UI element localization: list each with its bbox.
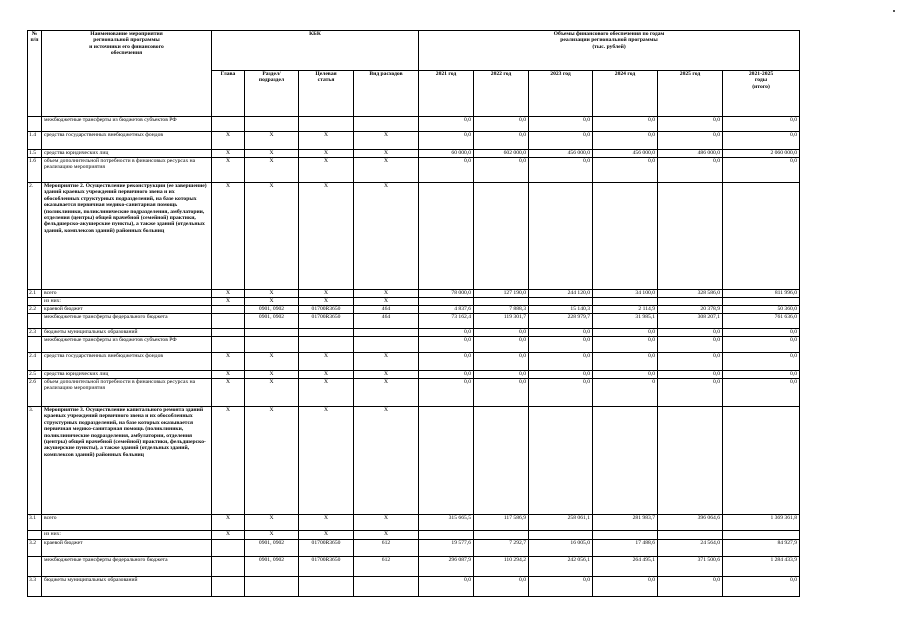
cell-2024: 0,0 [593,371,658,379]
row-name: межбюджетные трансферты из бюджетов субъектов РФ [42,117,212,132]
cell-glava: X [212,407,245,515]
cell-2025: 371 500,6 [658,557,723,577]
cell-statya: X [299,150,354,158]
row-number: 3. [28,407,42,515]
cell-razdel [245,329,299,337]
cell-2025: 0,0 [658,371,723,379]
header-kbk: КБК [212,31,419,71]
row-number: 1.4 [28,132,42,150]
table-row [28,290,800,298]
cell-total [723,298,800,306]
cell-2023: 0,0 [529,379,593,407]
cell-2022 [474,298,529,306]
header-glava: Глава [212,71,245,117]
cell-2022: 7 292,7 [474,540,529,557]
table-row [28,329,800,337]
cell-2023: 0,0 [529,337,593,353]
cell-2025: 396 064,6 [658,515,723,531]
header-razdel: Раздел/ подраздел [245,71,299,117]
scan-speck [893,10,895,12]
table-row [28,379,800,407]
cell-vid: X [354,132,419,150]
header-total: 2021-2025 годы (итого) [723,71,800,117]
cell-razdel: 0901, 0902 [245,540,299,557]
cell-2021: 73 162,4 [419,314,474,329]
cell-2024: 0,0 [593,158,658,183]
cell-2024: 34 100,0 [593,290,658,298]
row-number [28,117,42,132]
cell-total: 0,0 [723,379,800,407]
cell-2023: 244 120,0 [529,290,593,298]
row-number: 1.5 [28,150,42,158]
cell-2022: 110 294,2 [474,557,529,577]
table-row [28,557,800,577]
cell-glava: X [212,298,245,306]
cell-razdel: X [245,158,299,183]
cell-2024 [593,183,658,290]
table-row [28,150,800,158]
cell-2023: 228 979,7 [529,314,593,329]
cell-total [723,183,800,290]
row-name: краевой бюджет [42,306,212,314]
header-2021: 2021 год [419,71,474,117]
funding-table [27,30,800,597]
cell-2025 [658,407,723,515]
cell-razdel: X [245,183,299,290]
cell-razdel: X [245,515,299,531]
cell-2022: 0,0 [474,158,529,183]
cell-2023: 0,0 [529,353,593,371]
cell-vid: X [354,298,419,306]
cell-2022: 0,0 [474,329,529,337]
cell-2025: 20 378,9 [658,306,723,314]
row-name: бюджеты муниципальных образований [42,329,212,337]
cell-2021 [419,298,474,306]
cell-2021: 19 577,6 [419,540,474,557]
cell-razdel: X [245,290,299,298]
cell-2023: 0,0 [529,371,593,379]
cell-2021: 0,0 [419,117,474,132]
cell-vid [354,337,419,353]
cell-2024 [593,407,658,515]
cell-2022: 0,0 [474,337,529,353]
cell-total: 0,0 [723,329,800,337]
cell-razdel: X [245,298,299,306]
table-row [28,117,800,132]
funding-table-sheet [27,30,799,597]
row-name: всего [42,515,212,531]
row-number: 2.4 [28,353,42,371]
cell-statya [299,329,354,337]
row-name: межбюджетные трансферты из бюджетов субъектов РФ [42,337,212,353]
cell-vid [354,577,419,597]
cell-2024: 17 488,6 [593,540,658,557]
cell-total: 0,0 [723,117,800,132]
row-number [28,531,42,540]
cell-2021 [419,183,474,290]
cell-statya: X [299,407,354,515]
cell-2021: 0,0 [419,577,474,597]
cell-2025 [658,531,723,540]
cell-vid: X [354,183,419,290]
cell-2022: 0,0 [474,132,529,150]
cell-2025 [658,183,723,290]
table-row [28,540,800,557]
cell-2022: 602 000,0 [474,150,529,158]
cell-glava [212,557,245,577]
cell-razdel: X [245,132,299,150]
cell-razdel: X [245,150,299,158]
cell-vid: X [354,290,419,298]
table-row [28,158,800,183]
cell-total: 50 360,0 [723,306,800,314]
cell-2023: 258 061,1 [529,515,593,531]
cell-vid [354,329,419,337]
cell-glava [212,337,245,353]
row-name: объем дополнительной потребности в финансовых ресурсах на реализацию мероприятия [42,379,212,407]
cell-razdel [245,337,299,353]
cell-2025: 0,0 [658,379,723,407]
cell-glava [212,329,245,337]
table-row [28,577,800,597]
header-funding: Объемы финансового обеспечения по годам реализации региональной программы (тыс. рублей) [419,31,800,71]
cell-statya: 01700R3650 [299,557,354,577]
cell-2025: 328 586,0 [658,290,723,298]
cell-statya: X [299,298,354,306]
cell-2022: 0,0 [474,353,529,371]
cell-razdel [245,117,299,132]
row-name: Мероприятие 3. Осуществление капитального ремонта зданий краевых учреждений первичного звена и их обособленных структурных подразделений, на базе которых оказывается первичная медико-санитарная помощь (поликлиники, поликлинические подразделения, амбулатории, отделения (центры) общей врачебной (семейной) практики, фельдшерско-акушерские пункты), а также зданий (отдельных зданий, комплексов зданий) районных больниц [42,407,212,515]
cell-2023: 0,0 [529,117,593,132]
table-row [28,515,800,531]
cell-2025: 0,0 [658,117,723,132]
cell-total: 84 927,9 [723,540,800,557]
cell-statya: X [299,515,354,531]
cell-total: 2 060 000,0 [723,150,800,158]
cell-2022 [474,183,529,290]
table-row [28,132,800,150]
table-row [28,298,800,306]
row-number: 3.1 [28,515,42,531]
cell-2024 [593,298,658,306]
cell-2025: 308 207,1 [658,314,723,329]
row-number: 1.6 [28,158,42,183]
row-number: 2.2 [28,306,42,314]
cell-vid: X [354,353,419,371]
cell-2023: 0,0 [529,577,593,597]
cell-glava [212,117,245,132]
cell-2024: 0 [593,379,658,407]
cell-total: 0,0 [723,577,800,597]
cell-2023: 456 000,0 [529,150,593,158]
cell-glava: X [212,353,245,371]
cell-2023 [529,298,593,306]
cell-statya: X [299,183,354,290]
table-row [28,531,800,540]
cell-total: 0,0 [723,353,800,371]
cell-2024: 0,0 [593,132,658,150]
table-row [28,183,800,290]
row-name: средства юридических лиц [42,150,212,158]
table-row [28,337,800,353]
cell-total: 0,0 [723,337,800,353]
cell-vid: X [354,150,419,158]
cell-2021 [419,531,474,540]
header-2023: 2023 год [529,71,593,117]
row-name: средства юридических лиц [42,371,212,379]
row-number: 2.1 [28,290,42,298]
cell-statya [299,337,354,353]
cell-glava: X [212,132,245,150]
cell-2023 [529,183,593,290]
header-2024: 2024 год [593,71,658,117]
row-number: 2.5 [28,371,42,379]
header-2025: 2025 год [658,71,723,117]
header-statya: Целевая статья [299,71,354,117]
cell-2024: 0,0 [593,353,658,371]
cell-razdel: X [245,379,299,407]
cell-2025: 0,0 [658,132,723,150]
cell-2024: 0,0 [593,329,658,337]
cell-statya: 01700R3650 [299,314,354,329]
cell-2023 [529,407,593,515]
row-name: средства государственных внебюджетных фондов [42,353,212,371]
cell-2023: 16 005,0 [529,540,593,557]
cell-razdel: X [245,353,299,371]
cell-glava: X [212,150,245,158]
cell-total: 0,0 [723,371,800,379]
cell-2021: 60 000,0 [419,150,474,158]
cell-2021 [419,407,474,515]
header-vid: Вид расходов [354,71,419,117]
cell-statya: X [299,531,354,540]
cell-statya: X [299,371,354,379]
table-row [28,306,800,314]
cell-2023 [529,531,593,540]
cell-2025: 0,0 [658,337,723,353]
header-2022: 2022 год [474,71,529,117]
cell-razdel: X [245,407,299,515]
cell-2021: 296 087,9 [419,557,474,577]
row-number: 2.6 [28,379,42,407]
cell-2021: 0,0 [419,132,474,150]
row-name: межбюджетные трансферты федерального бюджета [42,557,212,577]
cell-vid: X [354,515,419,531]
cell-2022: 127 190,0 [474,290,529,298]
cell-vid: X [354,407,419,515]
cell-vid: 464 [354,314,419,329]
cell-vid: 612 [354,540,419,557]
cell-glava: X [212,290,245,298]
cell-glava: X [212,515,245,531]
table-row [28,371,800,379]
cell-glava: X [212,531,245,540]
row-number [28,298,42,306]
row-number [28,337,42,353]
row-number: 3.3 [28,577,42,597]
cell-2024 [593,531,658,540]
row-number: 2. [28,183,42,290]
cell-2025: 0,0 [658,577,723,597]
cell-2022: 0,0 [474,117,529,132]
cell-statya: X [299,158,354,183]
cell-2022: 119 301,7 [474,314,529,329]
row-number [28,314,42,329]
cell-2021: 4 837,6 [419,306,474,314]
cell-glava: X [212,158,245,183]
cell-glava: X [212,371,245,379]
cell-total: 811 996,0 [723,290,800,298]
cell-2024: 2 114,9 [593,306,658,314]
cell-2021: 0,0 [419,371,474,379]
cell-glava [212,306,245,314]
cell-razdel: X [245,371,299,379]
row-name: Мероприятие 2. Осуществление реконструкции (ее завершение) зданий краевых учреждений первичного звена и их обособленных структурных подразделений, на базе которых оказывается первичная медико-санитарная помощь (поликлиники, поликлинические подразделения, амбулатории, отделения (центры) общей врачебной (семейной) практики, фельдшерско-акушерские пункты), а также зданий (отдельных зданий, комплексов зданий) районных больниц [42,183,212,290]
cell-2024: 281 983,7 [593,515,658,531]
cell-2023: 15 140,3 [529,306,593,314]
row-number: 2.3 [28,329,42,337]
cell-vid: X [354,531,419,540]
row-number [28,557,42,577]
cell-2025: 0,0 [658,353,723,371]
cell-2022: 0,0 [474,371,529,379]
cell-total: 0,0 [723,132,800,150]
row-name: бюджеты муниципальных образований [42,577,212,597]
row-name: всего [42,290,212,298]
cell-statya: 01700R3650 [299,306,354,314]
cell-2025: 486 000,0 [658,150,723,158]
cell-2021: 0,0 [419,329,474,337]
cell-2022: 117 586,9 [474,515,529,531]
cell-glava: X [212,379,245,407]
cell-total: 761 636,0 [723,314,800,329]
table-row [28,353,800,371]
table-row [28,407,800,515]
row-number: 3.2 [28,540,42,557]
row-name: объем дополнительной потребности в финансовых ресурсах на реализацию мероприятия [42,158,212,183]
cell-vid: 464 [354,306,419,314]
row-name: из них: [42,298,212,306]
cell-2023: 0,0 [529,132,593,150]
cell-razdel: 0901, 0902 [245,314,299,329]
table-row [28,314,800,329]
row-name: средства государственных внебюджетных фондов [42,132,212,150]
cell-statya [299,117,354,132]
cell-vid: X [354,379,419,407]
cell-2025: 24 564,0 [658,540,723,557]
cell-2024: 31 985,1 [593,314,658,329]
cell-vid: 612 [354,557,419,577]
cell-2022: 0,0 [474,577,529,597]
cell-vid [354,117,419,132]
cell-2021: 78 000,0 [419,290,474,298]
cell-vid: X [354,158,419,183]
cell-2024: 264 495,1 [593,557,658,577]
cell-2022: 0,0 [474,379,529,407]
cell-razdel: X [245,531,299,540]
cell-statya: X [299,353,354,371]
cell-2025 [658,298,723,306]
cell-razdel: 0901, 0902 [245,306,299,314]
cell-2022: 7 888,3 [474,306,529,314]
cell-glava [212,540,245,557]
cell-2025: 0,0 [658,329,723,337]
cell-total: 1 369 361,8 [723,515,800,531]
cell-razdel [245,577,299,597]
cell-glava [212,577,245,597]
cell-2024: 0,0 [593,117,658,132]
cell-2021: 0,0 [419,353,474,371]
cell-2023: 0,0 [529,329,593,337]
cell-2024: 456 000,0 [593,150,658,158]
cell-statya: X [299,290,354,298]
cell-total [723,531,800,540]
cell-total: 0,0 [723,158,800,183]
header-row-top [28,31,800,71]
cell-2023: 0,0 [529,158,593,183]
cell-total: 1 284 433,9 [723,557,800,577]
cell-glava [212,314,245,329]
cell-razdel: 0901, 0902 [245,557,299,577]
row-name: межбюджетные трансферты федерального бюджета [42,314,212,329]
cell-total [723,407,800,515]
cell-2025: 0,0 [658,158,723,183]
cell-2022 [474,531,529,540]
cell-statya: X [299,379,354,407]
cell-2024: 0,0 [593,337,658,353]
header-name: Наименование мероприятия региональной программы и источники его финансового обеспечения [42,31,212,117]
row-name: из них: [42,531,212,540]
row-name: краевой бюджет [42,540,212,557]
cell-statya: 01700R3650 [299,540,354,557]
cell-2022 [474,407,529,515]
cell-2024: 0,0 [593,577,658,597]
cell-2021: 0,0 [419,158,474,183]
cell-statya [299,577,354,597]
cell-2021: 0,0 [419,379,474,407]
cell-2023: 242 056,1 [529,557,593,577]
cell-vid: X [354,371,419,379]
cell-statya: X [299,132,354,150]
cell-2021: 315 665,5 [419,515,474,531]
header-num: № п/п [28,31,42,117]
cell-2021: 0,0 [419,337,474,353]
cell-glava: X [212,183,245,290]
